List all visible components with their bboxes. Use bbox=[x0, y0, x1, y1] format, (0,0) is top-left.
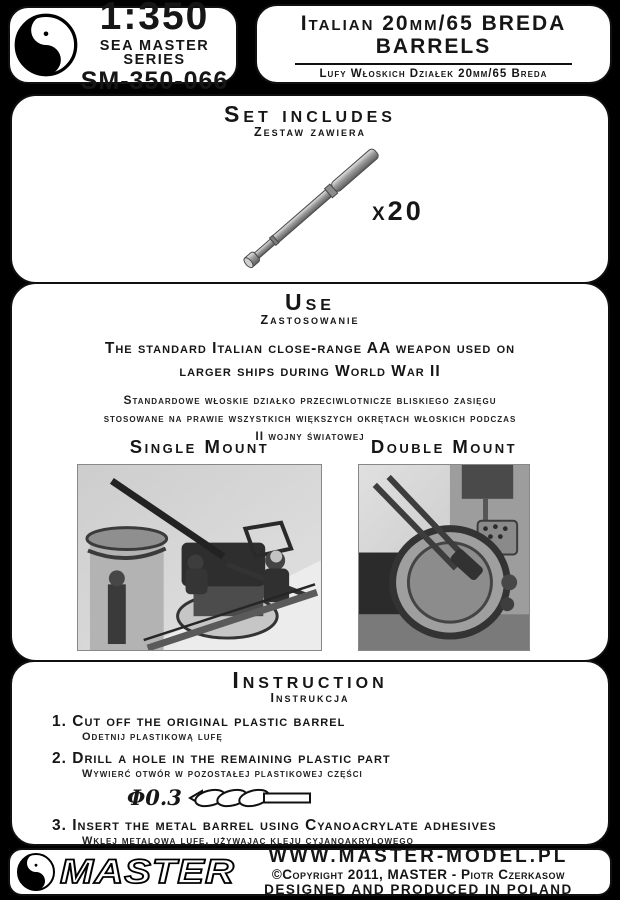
product-subtitle-pl: Lufy Włoskich Działek 20mm/65 Breda bbox=[319, 68, 548, 81]
section-instruction bbox=[10, 660, 610, 846]
double-mount-label: Double Mount bbox=[370, 436, 518, 457]
use-description-pl-line3: II wojny światowej bbox=[255, 429, 365, 444]
step-1-text-en: Cut off the original plastic barrel bbox=[72, 712, 346, 730]
step-1-number: 1. bbox=[52, 712, 67, 730]
step-3-text-en: Insert the metal barrel using Cyanoacrylate adhesives bbox=[72, 816, 497, 834]
drill-diagram bbox=[127, 786, 608, 810]
step-3-number: 3. bbox=[52, 816, 67, 834]
quantity-label: x20 bbox=[372, 196, 424, 226]
product-title-line2: BARRELS bbox=[375, 35, 492, 59]
set-includes-title: Set includes bbox=[224, 101, 396, 127]
use-description-pl-line2: stosowane na prawie wszystkich większych okrętach włoskich podczas bbox=[103, 411, 517, 426]
master-logo-icon bbox=[16, 852, 56, 892]
use-description-en-line2: larger ships during World War II bbox=[179, 363, 441, 381]
use-subtitle-pl: Zastosowanie bbox=[260, 313, 360, 328]
use-description-en bbox=[12, 337, 608, 384]
instruction-step-1 bbox=[52, 713, 608, 743]
step-2-number: 2. bbox=[52, 750, 67, 768]
step-1-text-pl: Odetnij plastikową lufę bbox=[82, 730, 223, 743]
instruction-step-2 bbox=[52, 750, 608, 780]
metal-barrel-photo bbox=[12, 134, 608, 282]
origin-text: DESIGNED AND PRODUCED IN POLAND bbox=[264, 881, 573, 897]
header-brand-panel bbox=[8, 0, 238, 95]
drill-bit-icon bbox=[188, 787, 312, 809]
instruction-subtitle-pl: Instrukcja bbox=[270, 691, 350, 706]
use-description-pl-line1: Standardowe włoskie działko przeciwlotnicze bliskiego zasięgu bbox=[123, 393, 497, 408]
copyright-text: ©Copyright 2011, MASTER - Piotr Czerkasow bbox=[271, 866, 566, 882]
website-url: WWW.MASTER-MODEL.PL bbox=[268, 845, 569, 867]
product-title-line1: Italian 20mm/65 BREDA bbox=[300, 12, 567, 35]
product-code: SM-350-066 bbox=[80, 66, 229, 95]
header-title-panel bbox=[255, 4, 612, 84]
step-3-text-pl: Wklej metalową lufę, używając kleju cyjanoakrylowego bbox=[82, 834, 414, 847]
series-label: SEA MASTER SERIES bbox=[99, 37, 210, 68]
step-2-text-pl: Wywierć otwór w pozostałej plastikowej części bbox=[82, 768, 363, 781]
section-use bbox=[10, 282, 610, 662]
section-set-includes bbox=[10, 94, 610, 284]
scale-label: 1:350 bbox=[99, 0, 210, 38]
instruction-title: Instruction bbox=[232, 667, 388, 693]
footer-panel bbox=[8, 845, 612, 897]
header-divider bbox=[295, 63, 572, 65]
step-2-text-en: Drill a hole in the remaining plastic part bbox=[72, 750, 391, 768]
use-title: Use bbox=[285, 289, 335, 315]
single-mount-label: Single Mount bbox=[129, 436, 270, 457]
instruction-step-3 bbox=[52, 817, 608, 847]
brand-logotype: MASTER bbox=[60, 853, 235, 891]
use-description-en-line1: The standard Italian close-range AA weapon used on bbox=[104, 339, 516, 357]
single-mount-photo bbox=[77, 464, 322, 651]
double-mount-photo bbox=[358, 464, 530, 651]
set-includes-subtitle-pl: Zestaw zawiera bbox=[254, 125, 366, 140]
drill-diameter-label: Φ0.3 bbox=[127, 785, 182, 811]
master-logo-icon bbox=[13, 12, 79, 78]
